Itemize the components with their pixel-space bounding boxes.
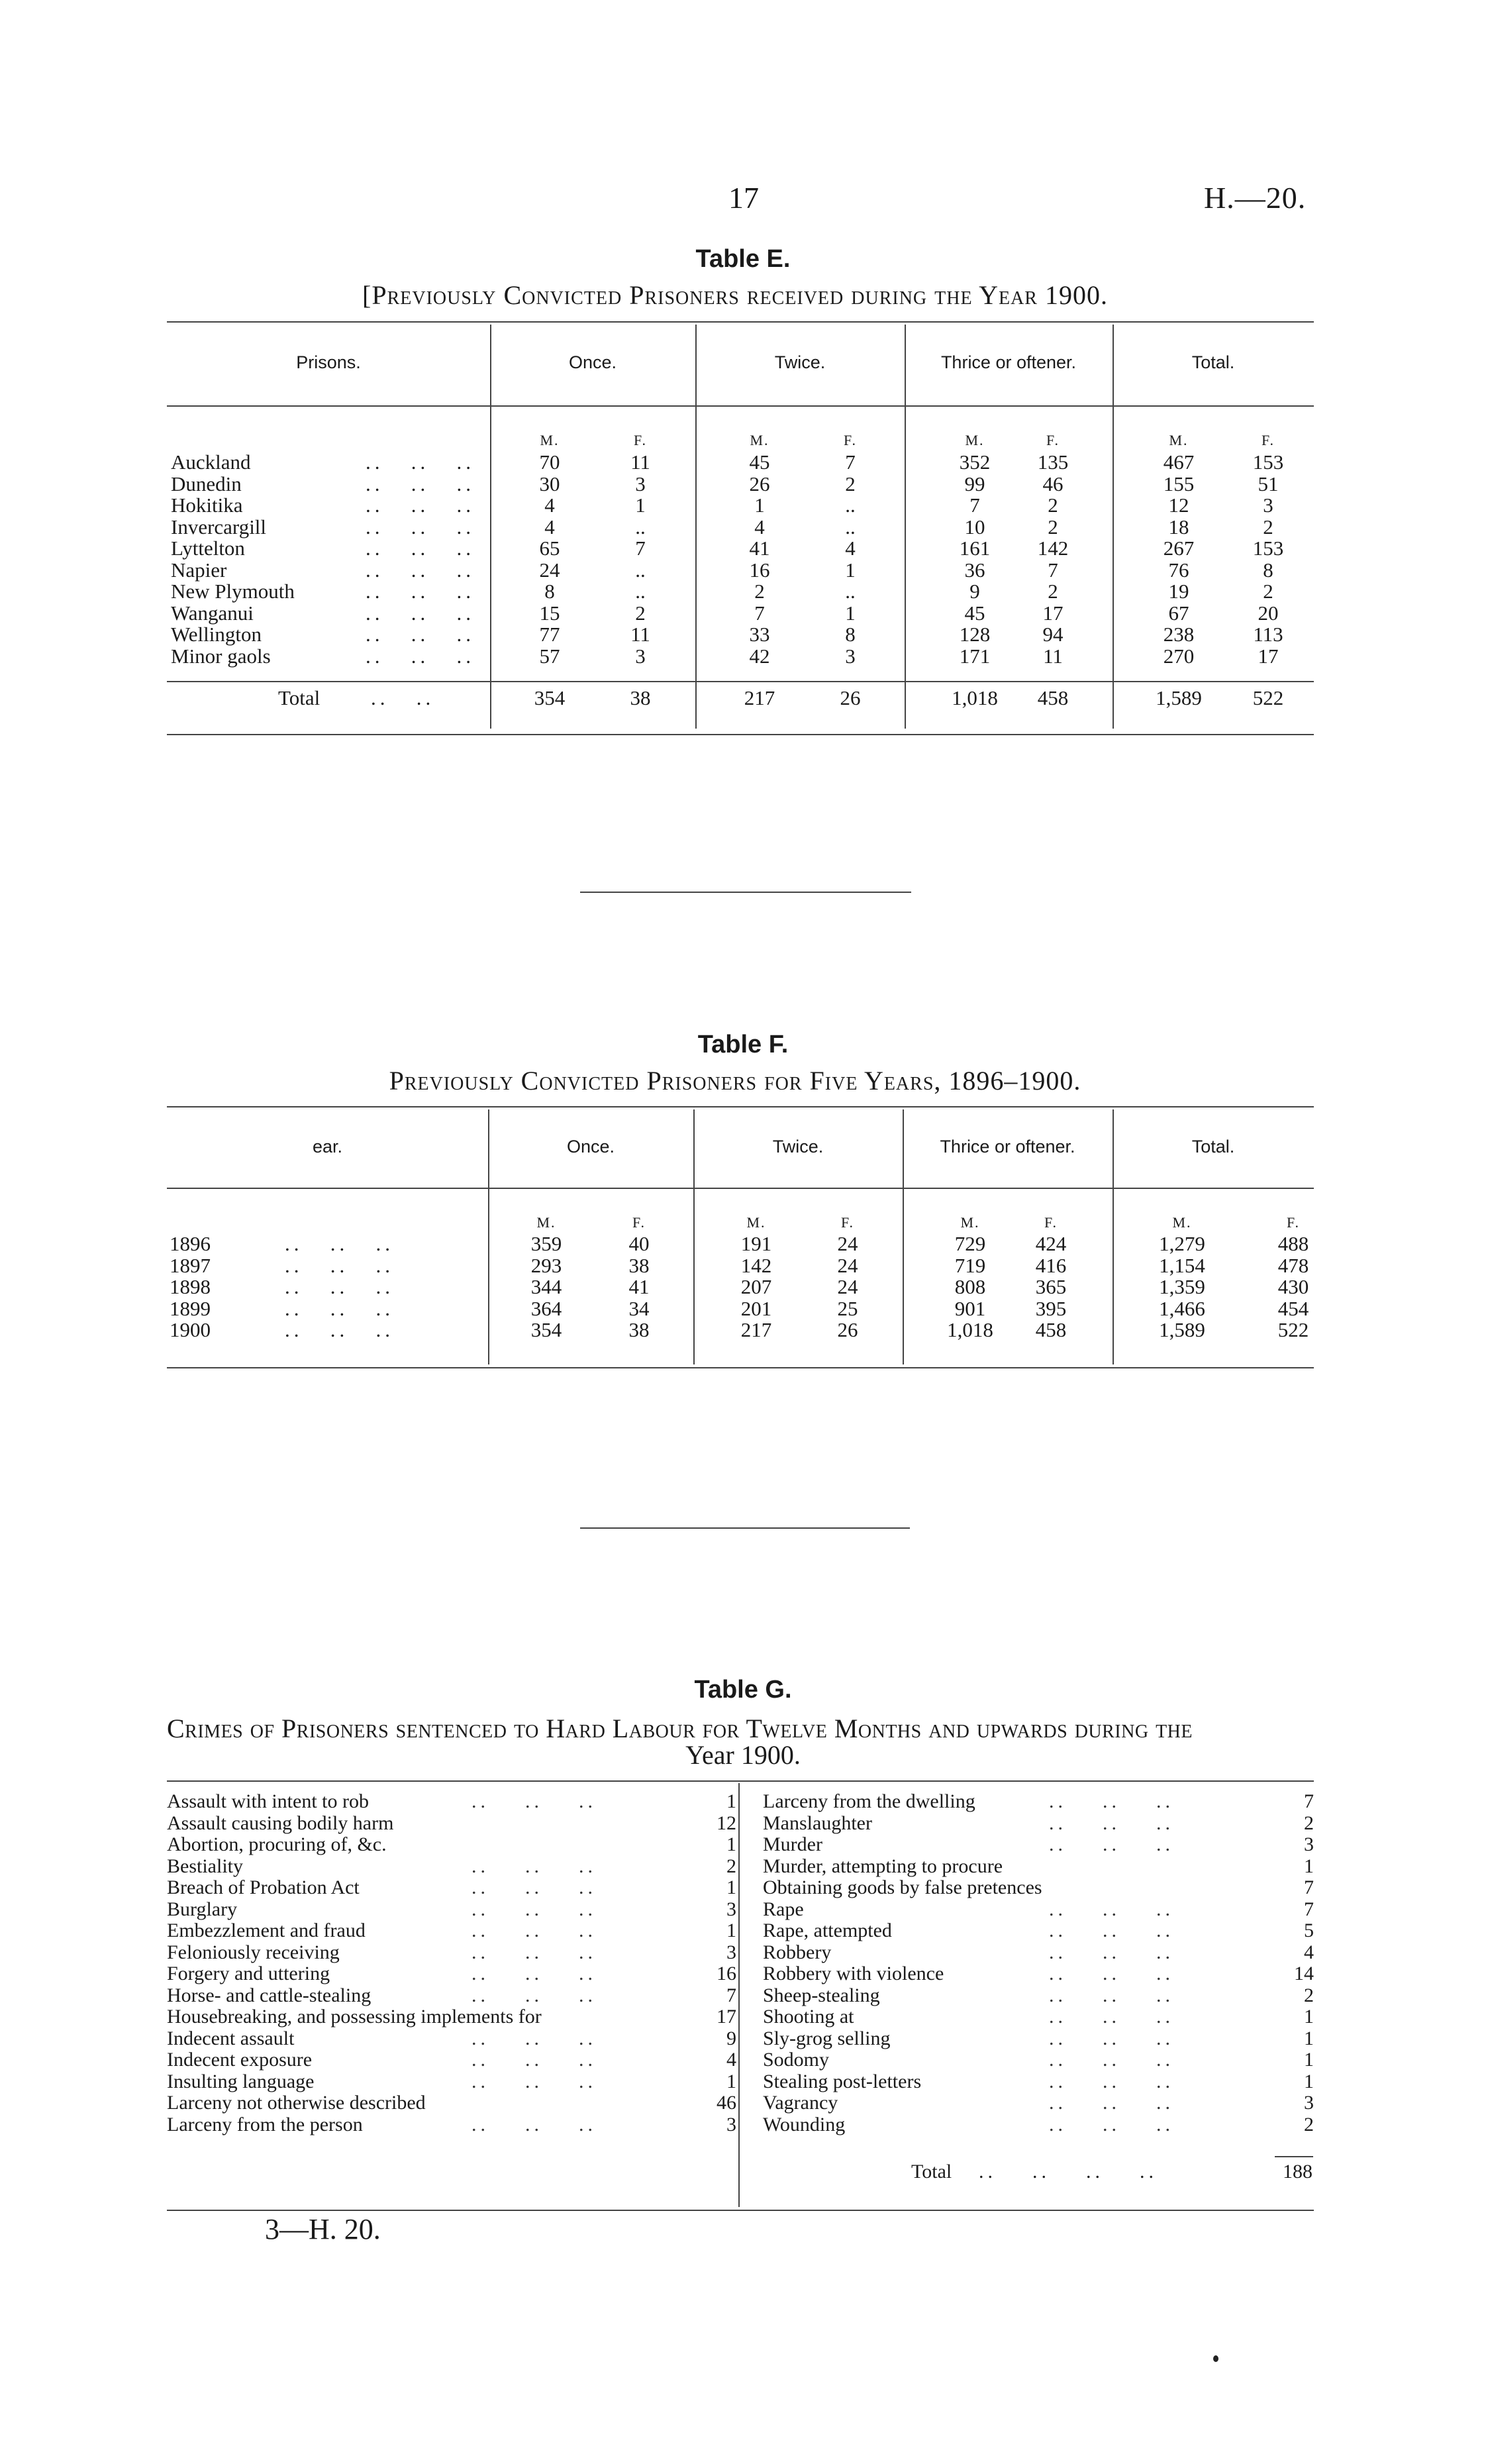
list-item: Larceny from the person .. .. .. 3 [167,2113,736,2135]
crime-count: 5 [1304,1920,1314,1941]
list-item [167,1833,736,1856]
list-item: Feloniously receiving .. .. .. 3 [167,1941,736,1963]
cell: 17 [1258,644,1279,668]
cell: 1,589 [1156,686,1202,709]
crime-label: Larceny from the dwelling [763,1790,975,1812]
cell: 1,359 [1159,1275,1205,1298]
table-row: 1897 .. .. .. 293 38 142 24 719 416 1,154 478 [0,1255,1486,1276]
list-item [167,2006,736,2028]
list-item: Indecent assault .. .. .. 9 [167,2027,736,2049]
crime-label: Indecent exposure [167,2049,313,2071]
cell: 2 [1048,580,1058,603]
cell: 41 [628,1275,650,1298]
cell: 1,018 [952,686,998,709]
f-label: F. [844,432,857,448]
cell: 70 [539,450,560,474]
crime-label: Assault causing bodily harm [167,1812,394,1834]
cell: 113 [1253,623,1283,646]
cell: 1,466 [1159,1296,1205,1320]
crime-label: Forgery and uttering [167,1963,330,1984]
crime-count: 1 [726,1790,736,1812]
crime-count: 2 [1304,1812,1314,1834]
cell: 4 [754,515,765,539]
cell: 38 [628,1318,650,1341]
cell: 1 [635,493,646,517]
table-g-total-label: Total [911,2161,952,2182]
cell: 217 [744,686,775,709]
cell: 7 [754,601,765,625]
cell: 11 [630,623,650,646]
row-label: Wellington [171,623,262,646]
cell: 76 [1168,558,1189,582]
section-divider [580,1527,910,1529]
cell: 10 [964,515,985,539]
cell: 24 [837,1275,858,1298]
cell: 4 [544,515,555,539]
crime-count: 7 [726,1984,736,2006]
crime-count: 16 [717,1963,736,1984]
cell: 19 [1168,580,1189,603]
crime-label: Larceny from the person [167,2113,363,2135]
cell: 142 [1037,537,1069,560]
crime-count: 1 [726,1920,736,1941]
cell: 155 [1163,472,1195,495]
cell: 7 [635,537,646,560]
list-item: Shooting at .. .. .. 1 [763,2006,1314,2028]
cell: 30 [539,472,560,495]
list-item: Sly-grog selling .. .. .. 1 [763,2027,1314,2049]
crime-label: Abortion, procuring of, &c. [167,1833,387,1855]
cell: 364 [530,1296,562,1320]
cell: 153 [1252,450,1284,474]
row-label: Lyttelton [171,537,245,560]
crime-count: 1 [1304,1855,1314,1877]
f-label: F. [1287,1214,1300,1231]
list-item: Embezzlement and fraud .. .. .. 1 [167,1920,736,1941]
cell: 901 [954,1296,986,1320]
cell: 430 [1277,1275,1309,1298]
row-label: Invercargill [171,515,267,539]
cell: 207 [740,1275,772,1298]
cell: 9 [969,580,980,603]
crime-label: Sheep-stealing [763,1984,880,2006]
table-g-total-value: 188 [1283,2161,1313,2182]
list-item: Vagrancy .. .. .. 3 [763,2092,1314,2114]
crime-count: 1 [726,1876,736,1898]
cell: 4 [845,537,856,560]
crime-count: 2 [726,1855,736,1877]
list-item: Wounding .. .. .. 2 [763,2113,1314,2135]
cell: 4 [544,493,555,517]
crime-count: 4 [1304,1941,1314,1963]
cell: .. [845,515,856,539]
cell: 3 [845,644,856,668]
list-item: Indecent exposure .. .. .. 4 [167,2049,736,2071]
table-row: New Plymouth .. .. .. 8 .. 2 .. 9 2 19 2 [0,581,1486,602]
row-label: 1898 [170,1275,211,1298]
cell: 99 [964,472,985,495]
table-f-subtitle: Previously Convicted Prisoners for Five Years, 1896–1900. [389,1066,1081,1096]
total-label: Total [278,686,321,709]
cell: 467 [1163,450,1195,474]
cell: 94 [1042,623,1064,646]
table-f-header-thrice: Thrice or oftener. [940,1137,1075,1156]
table-g-title: Table G. [694,1676,792,1704]
table-row: Invercargill .. .. .. 4 .. 4 .. 10 2 18 2 [0,517,1486,538]
cell: 2 [754,580,765,603]
table-f-header-twice: Twice. [772,1137,824,1156]
cell: 808 [954,1275,986,1298]
cell: 40 [628,1232,650,1255]
table-row: 1896 .. .. .. 359 40 191 24 729 424 1,279 488 [0,1233,1486,1255]
f-label: F. [841,1214,854,1231]
row-label: 1897 [170,1253,211,1277]
cell: 191 [740,1232,772,1255]
cell: .. [635,580,646,603]
crime-count: 3 [1304,1833,1314,1855]
crime-count: 1 [726,1833,736,1855]
cell: 26 [840,686,861,709]
crime-label: Murder [763,1833,822,1855]
cell: 424 [1035,1232,1067,1255]
crime-label: Indecent assault [167,2027,295,2049]
cell: 45 [749,450,770,474]
cell: 12 [1168,493,1189,517]
cell: 3 [635,472,646,495]
cell: .. [845,580,856,603]
row-label: Hokitika [171,493,243,517]
table-e-title: Table E. [695,245,791,273]
cell: .. [635,515,646,539]
table-g-subtitle-line1: Crimes of Prisoners sentenced to Hard Labour for Twelve Months and upwards during the [167,1714,1193,1743]
list-item: Forgery and uttering .. .. .. 16 [167,1963,736,1984]
cell: 354 [534,686,566,709]
cell: 458 [1037,686,1069,709]
list-item: Breach of Probation Act .. .. .. 1 [167,1876,736,1898]
crime-count: 1 [1304,2070,1314,2092]
crime-count: 2 [1304,1984,1314,2006]
table-e-header-total: Total. [1191,352,1235,372]
cell: 142 [740,1253,772,1277]
cell: 3 [635,644,646,668]
table-e-header-thrice: Thrice or oftener. [940,352,1077,372]
m-label: M. [750,432,769,448]
ink-spot [1213,2355,1218,2362]
crime-label: Horse- and cattle-stealing [167,1984,372,2006]
crime-count: 1 [1304,2027,1314,2049]
crime-count: 17 [717,2006,736,2028]
row-label: Minor gaols [171,644,271,668]
list-item [763,1877,1314,1899]
crime-label: Breach of Probation Act [167,1876,360,1898]
crime-label: Robbery with violence [763,1963,944,1984]
cell: 2 [845,472,856,495]
cell: 16 [749,558,770,582]
cell: 2 [635,601,646,625]
cell: 25 [837,1296,858,1320]
list-item: Rape, attempted .. .. .. 5 [763,1920,1314,1941]
crime-count: 46 [717,2092,736,2114]
crime-label: Sodomy [763,2049,830,2071]
table-row: Hokitika .. .. .. 4 1 1 .. 7 2 12 3 [0,495,1486,516]
f-label: F. [1046,432,1060,448]
cell: 8 [845,623,856,646]
row-label: Wanganui [171,601,254,625]
cell: 26 [749,472,770,495]
cell: 201 [740,1296,772,1320]
cell: 45 [964,601,985,625]
cell: 352 [959,450,991,474]
list-item: Robbery .. .. .. 4 [763,1941,1314,1963]
list-item [167,1812,736,1835]
table-g-right-column [763,1791,1314,2135]
cell: 2 [1263,580,1273,603]
table-f-header-total: Total. [1191,1137,1235,1156]
row-label: 1900 [170,1318,211,1341]
table-row: Minor gaols .. .. .. 57 3 42 3 171 11 270 17 [0,646,1486,667]
crime-label: Burglary [167,1898,238,1920]
crime-count: 3 [1304,2092,1314,2114]
crime-label: Larceny not otherwise described [167,2092,426,2114]
table-row: Dunedin .. .. .. 30 3 26 2 99 46 155 51 [0,474,1486,495]
crime-label: Embezzlement and fraud [167,1920,366,1941]
crime-label: Bestiality [167,1855,243,1877]
row-label: Auckland [171,450,251,474]
crime-label: Wounding [763,2113,846,2135]
cell: 171 [959,644,991,668]
cell: 719 [954,1253,986,1277]
list-item [167,2092,736,2114]
crime-label: Murder, attempting to procure [763,1855,1003,1877]
crime-count: 1 [1304,2049,1314,2071]
cell: 11 [630,450,650,474]
crime-label: Housebreaking, and possessing implements for [167,2006,542,2028]
cell: 42 [749,644,770,668]
cell: 522 [1252,686,1284,709]
row-label: Napier [171,558,227,582]
cell: 57 [539,644,560,668]
cell: 270 [1163,644,1195,668]
crime-label: Assault with intent to rob [167,1790,369,1812]
crime-count: 4 [726,2049,736,2071]
cell: 1 [845,601,856,625]
crime-count: 14 [1294,1963,1314,1984]
cell: 135 [1037,450,1069,474]
cell: 1,018 [947,1318,993,1341]
page-number: 17 [728,181,759,215]
footer-signature: 3—H. 20. [265,2213,381,2245]
crime-count: 12 [717,1812,736,1834]
cell: 478 [1277,1253,1309,1277]
cell: 488 [1277,1232,1309,1255]
list-item: Larceny from the dwelling .. .. .. 7 [763,1790,1314,1812]
cell: 2 [1048,493,1058,517]
cell: 8 [1263,558,1273,582]
cell: 15 [539,601,560,625]
cell: 7 [1048,558,1058,582]
cell: 128 [959,623,991,646]
crime-count: 7 [1304,1790,1314,1812]
crime-count: 9 [726,2027,736,2049]
crime-label: Stealing post-letters [763,2070,922,2092]
table-row: 1898 .. .. .. 344 41 207 24 808 365 1,359 430 [0,1276,1486,1298]
section-divider [580,892,911,893]
crime-label: Shooting at [763,2006,854,2028]
list-item: Murder .. .. .. 3 [763,1833,1314,1855]
cell: .. [635,558,646,582]
crime-count: 3 [726,1898,736,1920]
cell: 454 [1277,1296,1309,1320]
crime-count: 1 [1304,2006,1314,2028]
cell: 729 [954,1232,986,1255]
cell: 359 [530,1232,562,1255]
crime-label: Insulting language [167,2070,315,2092]
cell: 46 [1042,472,1064,495]
row-label: 1899 [170,1296,211,1320]
cell: 522 [1277,1318,1309,1341]
cell: 458 [1035,1318,1067,1341]
cell: 1 [754,493,765,517]
crime-count: 1 [726,2070,736,2092]
list-item: Burglary .. .. .. 3 [167,1898,736,1920]
list-item [763,1856,1314,1878]
cell: 344 [530,1275,562,1298]
crime-label: Vagrancy [763,2092,838,2114]
cell: 267 [1163,537,1195,560]
f-label: F. [632,1214,646,1231]
cell: 33 [749,623,770,646]
cell: 24 [837,1253,858,1277]
cell: 3 [1263,493,1273,517]
list-item: Sheep-stealing .. .. .. 2 [763,1984,1314,2006]
table-row: Napier .. .. .. 24 .. 16 1 36 7 76 8 [0,560,1486,581]
m-label: M. [1172,1214,1192,1231]
table-row: Auckland .. .. .. 70 11 45 7 352 135 467 153 [0,452,1486,473]
table-g-left-column [167,1790,736,2135]
list-item: Sodomy .. .. .. 1 [763,2049,1314,2071]
cell: 67 [1168,601,1189,625]
m-label: M. [960,1214,980,1231]
cell: 395 [1035,1296,1067,1320]
table-e-header-twice: Twice. [774,352,826,372]
table-row: Wanganui .. .. .. 15 2 7 1 45 17 67 20 [0,603,1486,624]
cell: 161 [959,537,991,560]
table-e-subtitle: [Previously Convicted Prisoners received during the Year 1900. [362,280,1108,310]
cell: 1 [845,558,856,582]
cell: 51 [1258,472,1279,495]
crime-count: 7 [1304,1876,1314,1898]
cell: 34 [628,1296,650,1320]
cell: 24 [837,1232,858,1255]
cell: 354 [530,1318,562,1341]
table-g-subtitle-line2: Year 1900. [685,1740,801,1770]
cell: 38 [630,686,651,709]
cell: 36 [964,558,985,582]
cell: 2 [1048,515,1058,539]
cell: 77 [539,623,560,646]
cell: 38 [628,1253,650,1277]
crime-count: 3 [726,2113,736,2135]
list-item: Robbery with violence .. .. .. 14 [763,1963,1314,1984]
list-item: Horse- and cattle-stealing .. .. .. 7 [167,1984,736,2006]
m-label: M. [746,1214,766,1231]
crime-label: Rape [763,1898,804,1920]
table-f-header-once: Once. [566,1137,615,1156]
cell: 365 [1035,1275,1067,1298]
crime-label: Manslaughter [763,1812,872,1834]
f-label: F. [1262,432,1275,448]
crime-count: 2 [1304,2113,1314,2135]
crime-label: Obtaining goods by false pretences [763,1876,1042,1898]
list-item: Insulting language .. .. .. 1 [167,2070,736,2092]
table-row: 1899 .. .. .. 364 34 201 25 901 395 1,466 454 [0,1298,1486,1319]
cell: 1,279 [1159,1232,1205,1255]
table-f-header-year: ear. [312,1137,343,1156]
crime-count: 3 [726,1941,736,1963]
f-label: F. [634,432,647,448]
m-label: M. [965,432,985,448]
crime-label: Robbery [763,1941,832,1963]
table-e-header-once: Once. [568,352,617,372]
cell: 20 [1258,601,1279,625]
crime-count: 7 [1304,1898,1314,1920]
m-label: M. [536,1214,556,1231]
f-label: F. [1044,1214,1058,1231]
m-label: M. [540,432,560,448]
list-item: Stealing post-letters .. .. .. 1 [763,2070,1314,2092]
cell: 18 [1168,515,1189,539]
cell: 153 [1252,537,1284,560]
table-row: Lyttelton .. .. .. 65 7 41 4 161 142 267 153 [0,538,1486,559]
row-label: New Plymouth [171,580,295,603]
list-item: Bestiality .. .. .. 2 [167,1855,736,1877]
table-row: 1900 .. .. .. 354 38 217 26 1,018 458 1,589 522 [0,1319,1486,1341]
table-row: Wellington .. .. .. 77 11 33 8 128 94 238 113 [0,624,1486,645]
cell: 24 [539,558,560,582]
cell: 416 [1035,1253,1067,1277]
list-item: Rape .. .. .. 7 [763,1898,1314,1920]
cell: 2 [1263,515,1273,539]
cell: 11 [1043,644,1063,668]
table-e-header-prisons: Prisons. [296,352,361,372]
table-e-total-row: Total .. .. 354 38 217 26 1,018 458 1,589 522 [0,688,1486,709]
cell: 238 [1163,623,1195,646]
cell: .. [845,493,856,517]
list-item: Manslaughter .. .. .. 2 [763,1812,1314,1834]
cell: 26 [837,1318,858,1341]
table-f-title: Table F. [697,1031,789,1058]
m-label: M. [1169,432,1189,448]
crime-label: Sly-grog selling [763,2027,891,2049]
cell: 1,154 [1159,1253,1205,1277]
cell: 293 [530,1253,562,1277]
cell: 1,589 [1159,1318,1205,1341]
cell: 17 [1042,601,1064,625]
cell: 217 [740,1318,772,1341]
cell: 8 [544,580,555,603]
crime-label: Rape, attempted [763,1920,892,1941]
row-label: 1896 [170,1232,211,1255]
row-label: Dunedin [171,472,242,495]
crime-label: Feloniously receiving [167,1941,340,1963]
list-item: Assault with intent to rob .. .. .. 1 [167,1790,736,1812]
cell: 7 [969,493,980,517]
cell: 65 [539,537,560,560]
cell: 41 [749,537,770,560]
document-reference: H.—20. [1204,181,1307,215]
cell: 7 [845,450,856,474]
